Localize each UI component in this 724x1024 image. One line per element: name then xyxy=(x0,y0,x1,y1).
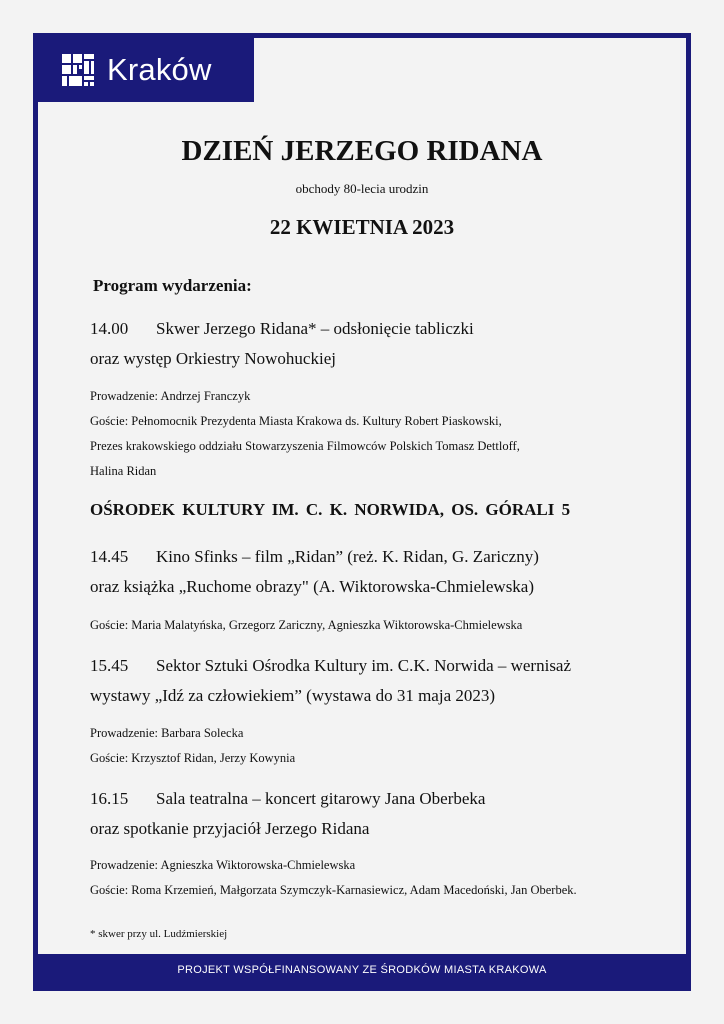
footnote: * skwer przy ul. Ludźmierskiej xyxy=(90,928,228,940)
event-line xyxy=(90,784,670,814)
details-line: Goście: Pełnomocnik Prezydenta Miasta Krakowa ds. Kultury Robert Piaskowski, xyxy=(90,414,502,428)
details-line: Prowadzenie: Barbara Solecka xyxy=(90,726,244,740)
event-line xyxy=(90,314,670,344)
event-details xyxy=(90,721,670,771)
event-details xyxy=(90,384,670,484)
details-line: Prowadzenie: Andrzej Franczyk xyxy=(90,389,251,403)
footer-text: PROJEKT WSPÓŁFINANSOWANY ZE ŚRODKÓW MIASTA KRAKOWA xyxy=(177,964,547,976)
event-time: 16.15 xyxy=(90,789,129,808)
poster-frame xyxy=(33,33,691,991)
details-line: Goście: Krzysztof Ridan, Jerzy Kowynia xyxy=(90,751,296,765)
details-line: Goście: Maria Malatyńska, Grzegorz Zariczny, Agnieszka Wiktorowska-Chmielewska xyxy=(90,618,523,632)
footer-bar xyxy=(38,954,686,986)
event-description: oraz występ Orkiestry Nowohuckiej xyxy=(90,349,336,368)
event-item xyxy=(90,314,670,374)
event-details xyxy=(90,613,670,638)
event-description: oraz spotkanie przyjaciół Jerzego Ridana xyxy=(90,819,370,838)
event-description: oraz książka „Ruchome obrazy" (A. Wiktorowska-Chmielewska) xyxy=(90,577,535,596)
event-title: Sektor Sztuki Ośrodka Kultury im. C.K. Norwida – wernisaż xyxy=(156,656,572,675)
event-title: Skwer Jerzego Ridana* – odsłonięcie tabliczki xyxy=(156,319,474,338)
event-title: Kino Sfinks – film „Ridan” (reż. K. Ridan, G. Zariczny) xyxy=(156,547,539,566)
logo-text: Kraków xyxy=(107,52,212,87)
event-time: 14.45 xyxy=(90,547,129,566)
venue-heading: OŚRODEK KULTURY IM. C. K. NORWIDA, OS. GÓRALI 5 xyxy=(90,500,571,519)
krakow-logo-icon xyxy=(60,52,96,88)
event-line xyxy=(90,651,670,681)
event-title: Sala teatralna – koncert gitarowy Jana Oberbeka xyxy=(156,789,486,808)
details-line: Halina Ridan xyxy=(90,464,157,478)
event-time: 14.00 xyxy=(90,319,129,338)
event-time: 15.45 xyxy=(90,656,129,675)
event-description: wystawy „Idź za człowiekiem” (wystawa do 31 maja 2023) xyxy=(90,686,496,705)
page-subtitle: obchody 80-lecia urodzin xyxy=(295,181,429,196)
event-date: 22 KWIETNIA 2023 xyxy=(269,215,455,239)
event-item xyxy=(90,784,670,844)
event-item xyxy=(90,542,670,602)
details-line: Prowadzenie: Agnieszka Wiktorowska-Chmielewska xyxy=(90,858,356,872)
event-item xyxy=(90,651,670,711)
page-title: DZIEŃ JERZEGO RIDANA xyxy=(181,135,543,167)
event-details xyxy=(90,853,670,903)
event-line xyxy=(90,542,670,572)
details-line: Prezes krakowskiego oddziału Stowarzyszenia Filmowców Polskich Tomasz Dettloff, xyxy=(90,439,520,453)
details-line: Goście: Roma Krzemień, Małgorzata Szymczyk-Karnasiewicz, Adam Macedoński, Jan Oberbek. xyxy=(90,883,577,897)
program-heading: Program wydarzenia: xyxy=(93,276,252,295)
logo-bar xyxy=(38,38,254,102)
